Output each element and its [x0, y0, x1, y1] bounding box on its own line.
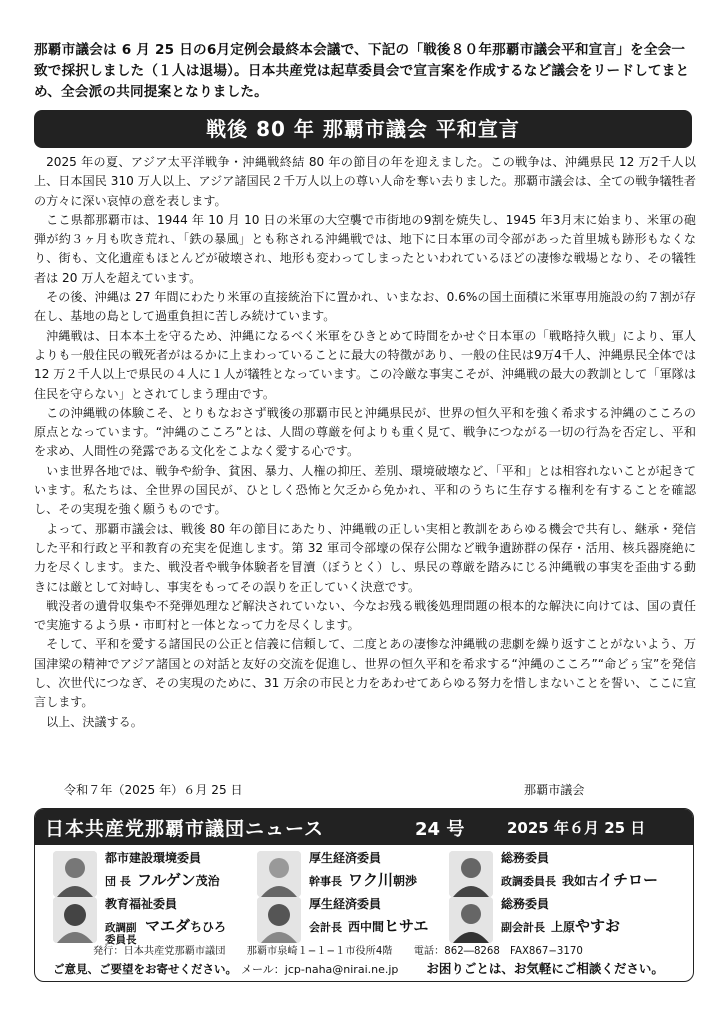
member-line: [105, 869, 220, 890]
member-name-sub: ヒサエ: [384, 917, 429, 935]
member-line: [309, 915, 428, 936]
member-role: 政調委員長: [501, 875, 556, 888]
member-role: 副会計長: [501, 921, 545, 934]
member-name-sub: イチロー: [598, 871, 659, 889]
intro-paragraph: 那覇市議会は 6 月 25 日の6月定例会最終本会議で、下記の「戦後８０年那覇市議会平和宣言」を全会一致で採択しました（１人は退場）。日本共産党は起草委員会で宣言案を作成するなど議会をリードしてまとめ、全会派の共同提案となりました。: [34, 42, 690, 100]
member-photo: [53, 851, 97, 897]
body-paragraph: 戦没者の遺骨収集や不発弾処理など解決されていない、今なお残る戦後処理問題の根本的な解決に向けては、国の責任で実施するよう県・市町村と一体となって力を尽くします。: [34, 598, 696, 633]
member-name-main: マエダ: [145, 917, 191, 935]
member-photo: [449, 897, 493, 943]
request-text: ご意見、ご要望をお寄せください。: [53, 962, 237, 976]
member-photo: [449, 851, 493, 897]
member-role: 団 長: [105, 875, 131, 888]
member-name: [562, 869, 658, 890]
body-paragraph: そして、平和を愛する諸国民の公正と信義に信頼して、二度とあの凄惨な沖縄戦の悲劇を繰り返すことがないよう、万国津梁の精神でアジア諸国との対話と友好の交流を促進し、世界の恒久平和を希求する“沖縄のこころ”“命どぅ宝”を発信し、次世代につなぎ、その実現のために、31 万余の市民と力をあわせてあらゆる努力を惜しまないことを誓い、ここに宣言します。: [34, 637, 696, 710]
member-name: [348, 869, 417, 890]
newsletter-title: 日本共産党那覇市議団ニュース: [45, 818, 325, 840]
member-role: 政調副委員長: [105, 922, 137, 946]
member-name-main: 上原: [551, 920, 576, 934]
member-committee: 都市建設環境委員: [105, 851, 202, 865]
member-card: [449, 895, 689, 945]
body-paragraph: 2025 年の夏、アジア太平洋戦争・沖縄戦終結 80 年の節目の年を迎えました。この戦争は、沖縄県民 12 万2千人以上、日本国民 310 万人以上、アジア諸国民２千万人以上の尊い人命を奪い去りました。那覇市議会は、全ての戦争犠牲者の方々に深い哀悼の意を表します。: [34, 155, 696, 208]
member-name-main: 我如古: [562, 874, 599, 888]
member-card: [257, 895, 457, 945]
body-paragraph: その後、沖縄は 27 年間にわたり米軍の直接統治下に置かれ、いまなお、0.6%の国土面積に米軍専用施設の約７割が存在し、基地の島として過重負担に苦しみ続けています。: [34, 290, 696, 324]
member-committee: 厚生経済委員: [309, 897, 382, 911]
newsletter-header: [35, 809, 693, 845]
member-name: [137, 869, 220, 890]
member-name: [551, 915, 620, 936]
member-name: [145, 915, 226, 936]
email-link[interactable]: メール：jcp-naha@nirai.ne.jp: [241, 963, 399, 976]
member-committee: 総務委員: [501, 897, 550, 911]
newsletter-issue: 24 号: [415, 819, 465, 840]
declaration-date: 令和７年（2025 年）６月 25 日: [64, 783, 243, 797]
declaration-body: [34, 153, 696, 732]
member-photo: [53, 897, 97, 943]
member-card: [53, 895, 253, 945]
member-name-sub: やすお: [575, 917, 621, 935]
declaration-signer: 那覇市議会: [524, 783, 585, 797]
member-committee: 厚生経済委員: [309, 851, 382, 865]
member-name-main: ワク川: [348, 871, 394, 889]
member-role: 幹事長: [309, 875, 342, 888]
newsletter-publisher-line: [93, 942, 601, 957]
body-paragraph: 沖縄戦は、日本本土を守るため、沖縄になるべく米軍をひきとめて時間をかせぐ日本軍の「戦略持久戦」により、軍人よりも一般住民の戦死者がはるかに上まわっていることに最大の特徴があり、一般の住民は9万4千人、沖縄県民全体では 12 万２千人以上で県民の４人に１人が犠牲となっています。この冷厳な事実こそが、沖縄戦の最大の教訓として「軍隊は住民を守らない」とされてしまう理由です。: [34, 328, 696, 401]
help-text: お困りごとは、お気軽にご相談ください。: [426, 961, 664, 976]
member-committee: 教育福祉委員: [105, 897, 178, 911]
member-card: [53, 849, 253, 899]
member-name: [348, 915, 428, 936]
member-line: [501, 915, 620, 936]
member-name-main: フルゲン: [136, 871, 196, 889]
member-name-sub: ちひろ: [190, 920, 227, 934]
body-paragraph: ここ県都那覇市は、1944 年 10 月 10 日の米軍の大空襲で市街地の9割を焼失し、1945 年3月末に始まり、米軍の砲弾が約３ヶ月も吹き荒れ、「鉄の暴風」とも称される沖縄戦では、地下に日本軍の司令部があった首里城も跡形もなくなり、街も、文化遺産もほとんどが破壊され、地形も変わってしまったといわれているほどの凄惨な戦場となり、その犠牲者は 20 万人を超えています。: [34, 212, 696, 285]
member-name-main: 西中間: [348, 920, 385, 934]
member-card: [257, 849, 457, 899]
publisher: 発行：日本共産党那覇市議団: [93, 946, 226, 957]
declaration-title: 戦後 80 年 那覇市議会 平和宣言: [34, 110, 692, 148]
member-photo: [257, 897, 301, 943]
newsletter-box: [34, 808, 694, 982]
member-photo: [257, 851, 301, 897]
newsletter-date: 2025 年６月 25 日: [507, 819, 646, 837]
member-card: [449, 849, 689, 899]
phone-fax: 電話：862―8268 FAX867−3170: [413, 946, 583, 957]
member-role: 会計長: [309, 921, 342, 934]
body-paragraph: いま世界各地では、戦争や紛争、貧困、暴力、人権の抑圧、差別、環境破壊など、「平和」とは相容れないことが起きています。私たちは、全世界の国民が、ひとしく恐怖と欠乏から免かれ、平和のうちに生存する権利を有することを確認し、その実現を強く願うものです。: [34, 463, 696, 517]
member-name-sub: 茂治: [195, 874, 220, 888]
newsletter-contact-line: [53, 959, 664, 977]
member-line: [501, 869, 658, 890]
address: 那覇市泉崎１−１−１市役所4階: [246, 946, 393, 957]
body-paragraph: よって、那覇市議会は、戦後 80 年の節目にあたり、沖縄戦の正しい実相と教訓をあらゆる機会で共有し、継承・発信した平和行政と平和教育の充実を促進します。第 32 軍司令部壕の保存公開など戦争遺跡群の保存・活用、核兵器廃絶に力を尽くします。また、戦没者や戦争体験者を冒瀆（ぼうとく）し、県民の尊厳を踏みにじる沖縄戦の事実を歪曲する動きには厳として対峙し、事実をもってその誤りを正していく決意です。: [34, 521, 696, 594]
member-line: [309, 869, 417, 890]
member-committee: 総務委員: [501, 851, 550, 865]
body-paragraph: この沖縄戦の体験こそ、とりもなおさず戦後の那覇市民と沖縄県民が、世界の恒久平和を強く希求する沖縄のこころの原点となっています。“沖縄のこころ”とは、人間の尊厳を何よりも重く見て、戦争につながる一切の行為を否定し、平和を求め、人間性の発露である文化をこよなく愛する心です。: [34, 405, 696, 459]
member-name-sub: 朝渉: [393, 874, 418, 888]
body-paragraph: 以上、決議する。: [46, 714, 143, 729]
